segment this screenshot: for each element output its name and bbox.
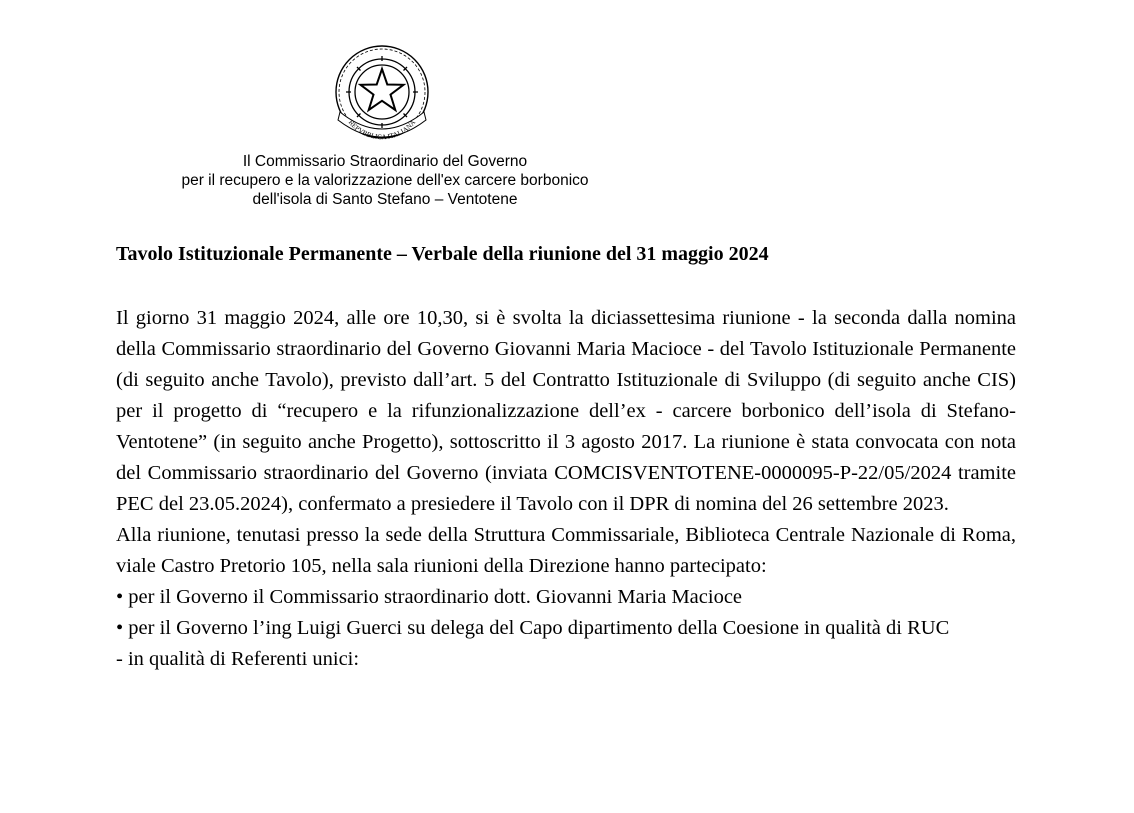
issuer-line-2: per il recupero e la valorizzazione dell'ex carcere borbonico [181,172,589,189]
referents-line: - in qualità di Referenti unici: [116,648,360,670]
document-body [116,303,1016,675]
paragraph-attendance: Alla riunione, tenutasi presso la sede della Struttura Commissariale, Biblioteca Centrale Nazionale di Roma, viale Castro Pretorio 105, nella sala riunioni della Direzione hanno partecipato: [116,524,1016,577]
participant-item: • per il Governo l’ing Luigi Guerci su delega del Capo dipartimento della Coesione in qualità di RUC [116,617,950,639]
emblem-repubblica-italiana-icon [330,42,434,146]
issuer-line-3: dell'isola di Santo Stefano – Ventotene [252,191,518,208]
document-title: Tavolo Istituzionale Permanente – Verbale della riunione del 31 maggio 2024 [116,243,769,265]
participant-item: • per il Governo il Commissario straordinario dott. Giovanni Maria Macioce [116,586,743,608]
issuer-heading [100,152,670,209]
issuer-line-1: Il Commissario Straordinario del Governo [242,153,528,170]
paragraph-meeting-details: Il giorno 31 maggio 2024, alle ore 10,30, si è svolta la diciassettesima riunione - la seconda dalla nomina della Commissario straordinario del Governo Giovanni Maria Macioce - del Tavolo Istituzionale Permanente (di seguito anche Tavolo), previsto dall’art. 5 del Contratto Istituzionale di Sviluppo (di seguito anche CIS) per il progetto di “recupero e la rifunzionalizzazione dell’ex - carcere borbonico dell’isola di Stefano-Ventotene” (in seguito anche Progetto), sottoscritto il 3 agosto 2017. La riunione è stata convocata con nota del Commissario straordinario del Governo (inviata COMCISVENTOTENE-0000095-P-22/05/2024 tramite PEC del 23.05.2024), confermato a presiedere il Tavolo con il DPR di nomina del 26 settembre 2023. [116,307,1016,515]
emblem-ribbon-text: REPVBBLICA ITALIANA [346,118,418,142]
